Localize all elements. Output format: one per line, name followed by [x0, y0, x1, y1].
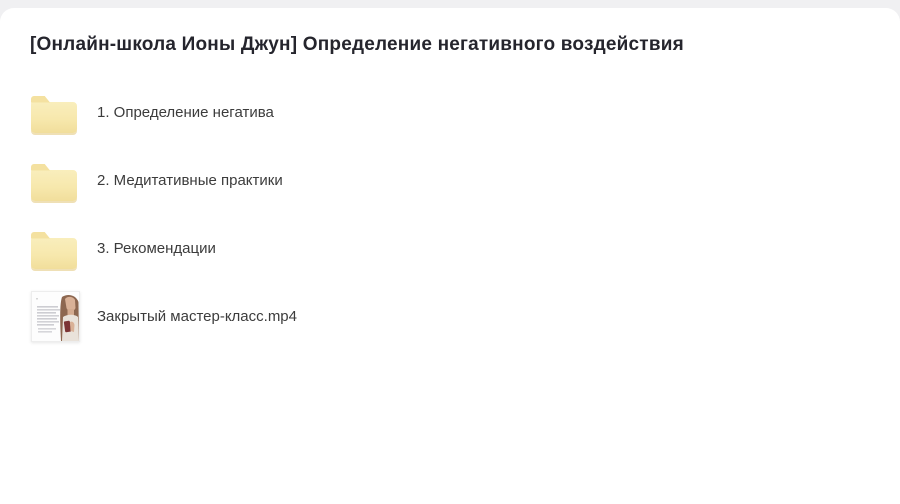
folder-label: 2. Медитативные практики: [97, 171, 283, 189]
folder-row-2[interactable]: [31, 155, 283, 206]
video-preview-image: [31, 291, 80, 342]
folder-row-1[interactable]: [31, 87, 274, 138]
video-file-row[interactable]: [31, 291, 297, 342]
video-preview-art: [32, 292, 79, 341]
file-list: [0, 56, 900, 342]
folder-icon: [31, 223, 80, 274]
folder-label: 3. Рекомендации: [97, 239, 216, 257]
folder-row-3[interactable]: [31, 223, 216, 274]
folder-icon: [31, 87, 80, 138]
folder-label: 1. Определение негатива: [97, 103, 274, 121]
file-label: Закрытый мастер-класс.mp4: [97, 307, 297, 325]
content-panel: [0, 8, 900, 504]
page-title: [Онлайн-школа Ионы Джун] Определение негативного воздействия: [30, 34, 684, 55]
folder-icon: [31, 155, 80, 206]
video-thumbnail: [31, 291, 80, 342]
